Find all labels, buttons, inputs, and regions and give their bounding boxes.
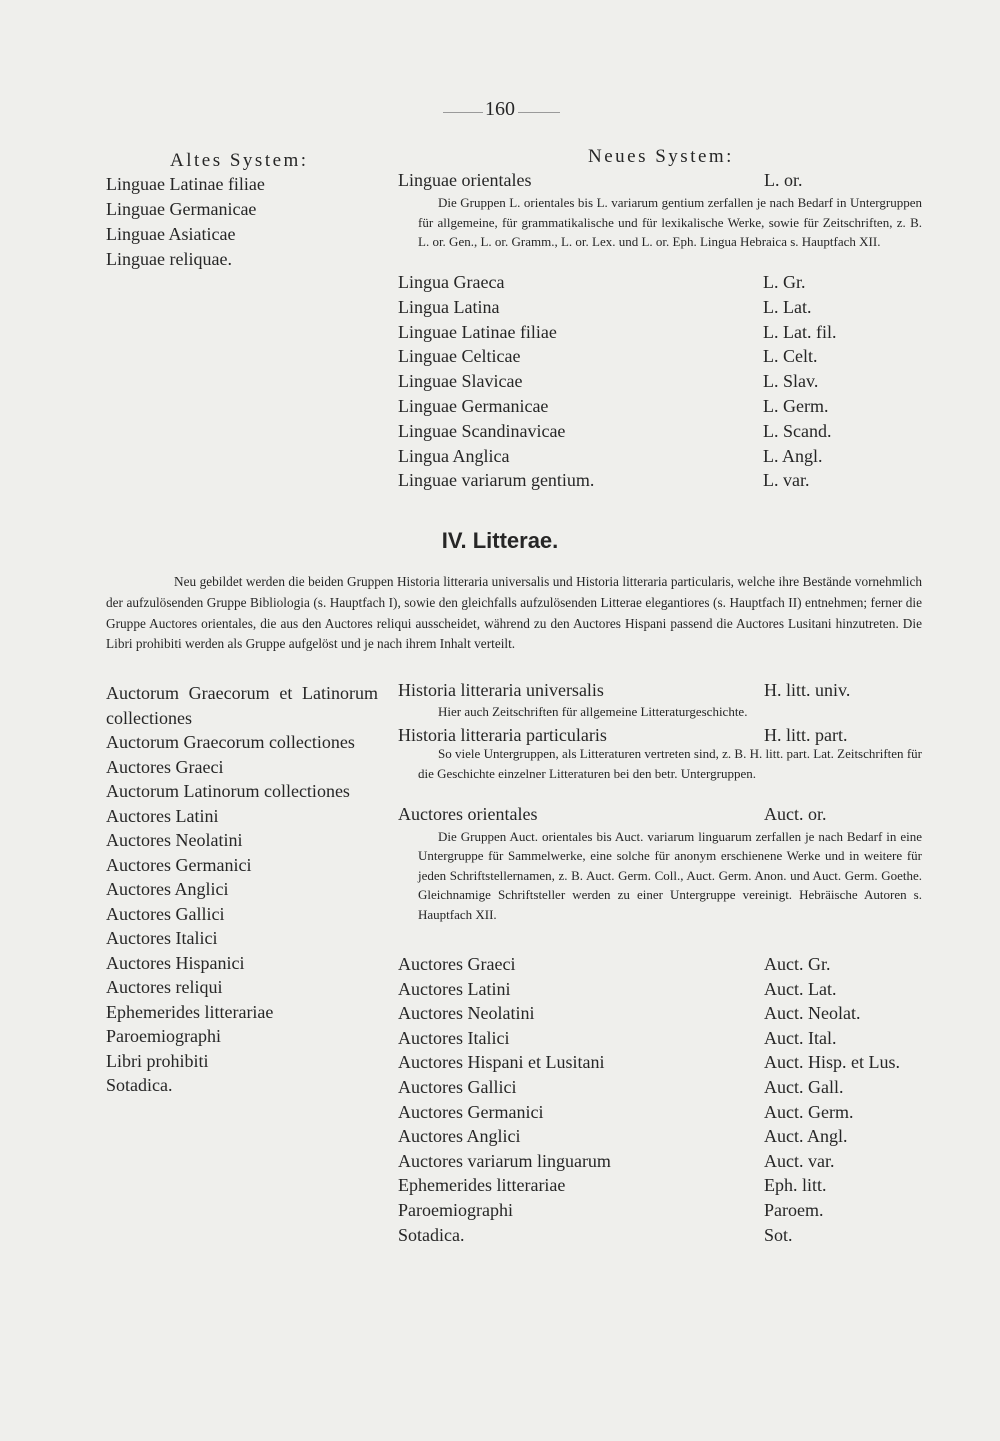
new-auctores-name: Sotadica. (398, 1224, 465, 1245)
new-language-name: Lingua Anglica (398, 445, 510, 466)
old-languages-list (106, 172, 265, 272)
new-auctores-abbr-list (764, 952, 900, 1247)
new-auctores-abbr: Auct. var. (764, 1150, 835, 1171)
new-litterae-note: Die Gruppen Auct. orientales bis Auct. variarum linguarum zerfallen je nach Bedarf in eine Untergruppe für Sammelwerke, eine solche für anonym erschienene Werke und in weitere für jeden Schriftstellernamen, z. B. Auct. Germ. Coll., Auct. Germ. Anon. und Auct. Germ. Goethe. Gleichnamige Schriftsteller werden zu einer Untergruppe vereinigt. Hebräische Autoren s. Hauptfach XII. (418, 829, 922, 922)
new-auctores-abbr: Auct. Ital. (764, 1027, 837, 1048)
old-litterae-item: Auctores Neolatini (106, 830, 243, 850)
new-auctores-abbr: Auct. Gall. (764, 1076, 844, 1097)
new-auctores-name: Ephemerides litterariae (398, 1175, 566, 1196)
new-litterae-abbr: H. litt. univ. (764, 680, 851, 700)
new-language-abbr: L. or. (764, 170, 803, 190)
old-litterae-item: Auctores Gallici (106, 903, 225, 924)
new-language-abbr: L. Lat. (763, 296, 812, 317)
old-litterae-list (106, 681, 378, 1098)
new-language-name: Linguae Celticae (398, 346, 521, 367)
old-litterae-item: Paroemiographi (106, 1026, 221, 1046)
old-litterae-item: Ephemerides litterariae (106, 1001, 274, 1022)
new-language-abbr: L. Slav. (763, 371, 819, 392)
new-litterae-name: Historia litteraria universalis (398, 680, 604, 700)
languages-note: Die Gruppen L. orientales bis L. variarum gentium zerfallen je nach Bedarf in Untergruppen für allgemeine, für grammatikalische und für lexikalische Werke, sowie für Zeitschriften, z. B. L. or. Gen., L. or. Gramm., L. or. Lex. und L. or. Eph. Lingua Hebraica s. Hauptfach XII. (418, 195, 922, 249)
new-auctores-abbr: Auct. Germ. (764, 1101, 854, 1122)
new-auctores-abbr: Auct. Lat. (764, 978, 837, 999)
new-auctores-name: Auctores Neolatini (398, 1003, 535, 1024)
new-litterae-name: Auctores orientales (398, 804, 538, 824)
old-litterae-item: Auctores Graeci (106, 756, 224, 777)
new-language-name: Lingua Graeca (398, 272, 505, 292)
new-language-name: Linguae Slavicae (398, 371, 523, 392)
old-litterae-item: Auctorum Latinorum collectiones (106, 781, 350, 801)
new-auctores-abbr: Auct. Angl. (764, 1126, 848, 1147)
old-litterae-item: Sotadica. (106, 1075, 173, 1095)
old-litterae-item: Auctores reliqui (106, 977, 223, 997)
new-auctores-name: Auctores Hispani et Lusitani (398, 1052, 605, 1073)
new-auctores-abbr: Auct. Gr. (764, 954, 831, 974)
new-language-abbr: L. Germ. (763, 395, 829, 416)
section-intro: Neu gebildet werden die beiden Gruppen Historia litteraria universalis und Historia litteraria particularis, welche ihre Bestände vornehmlich der aufzulösenden Gruppe Bibliologia (s. Hauptfach I), sowie den gleichfalls aufzulösenden Litterae elegantiores (s. Hauptfach II) entnehmen; ferner die Gruppe Auctores orientales, die aus den Auctores reliqui ausscheidet, während zu den Auctores Hispani passend die Auctores Lusitani hinzutreten. Die Libri prohibiti werden als Gruppe aufgelöst und je nach ihrem Inhalt verteilt. (106, 574, 922, 652)
new-auctores-name: Auctores Gallici (398, 1076, 517, 1097)
new-auctores-abbr: Eph. litt. (764, 1175, 827, 1196)
new-language-abbr: L. Scand. (763, 420, 832, 441)
old-litterae-item: Auctores Hispanici (106, 952, 245, 973)
old-litterae-item: Auctores Germanici (106, 854, 252, 875)
new-language-name: Linguae Scandinavicae (398, 420, 566, 441)
new-language-name: Linguae Germanicae (398, 395, 549, 416)
new-language-name: Linguae Latinae filiae (398, 321, 557, 342)
old-system-header: Altes System: (170, 150, 309, 171)
old-language-item: Linguae Latinae filiae (106, 174, 265, 194)
new-litterae-name: Historia litteraria particularis (398, 725, 607, 745)
new-language-abbr: L. var. (763, 470, 810, 491)
section-title: IV. Litterae. (441, 528, 559, 553)
new-auctores-name: Auctores Anglici (398, 1126, 521, 1147)
new-auctores-name: Auctores Latini (398, 978, 511, 999)
new-litterae-note: So viele Untergruppen, als Litteraturen vertreten sind, z. B. H. litt. part. Lat. Zeitschriften für die Geschichte einzelner Litteraturen bei den betr. Untergruppen. (418, 746, 922, 781)
new-language-name: Lingua Latina (398, 296, 500, 317)
new-auctores-list (398, 952, 611, 1247)
new-languages-list (398, 270, 594, 493)
new-language-abbr: L. Angl. (763, 445, 823, 466)
old-language-item: Linguae Germanicae (106, 199, 257, 219)
old-litterae-item: Auctores Italici (106, 928, 218, 948)
new-language-abbr: L. Gr. (763, 272, 806, 292)
new-litterae-abbr: Auct. or. (764, 804, 827, 824)
page-number: 160 (485, 98, 515, 120)
new-auctores-abbr: Auct. Neolat. (764, 1003, 861, 1024)
new-system-header: Neues System: (588, 146, 734, 167)
old-language-item: Linguae Asiaticae (106, 224, 236, 244)
old-litterae-item: Auctores Anglici (106, 879, 229, 899)
new-auctores-name: Auctores Italici (398, 1027, 510, 1048)
new-language-abbr: L. Lat. fil. (763, 321, 837, 342)
new-auctores-name: Auctores Germanici (398, 1101, 544, 1122)
new-auctores-abbr: Sot. (764, 1224, 793, 1245)
new-litterae-abbr: H. litt. part. (764, 725, 848, 745)
old-litterae-item: Auctorum Graecorum collectiones (106, 732, 355, 752)
new-language-name: Linguae variarum gentium. (398, 470, 595, 491)
new-auctores-name: Auctores variarum linguarum (398, 1150, 611, 1171)
old-litterae-item: Libri prohibiti (106, 1050, 209, 1071)
new-auctores-name: Auctores Graeci (398, 954, 516, 974)
old-language-item: Linguae reliquae. (106, 249, 232, 269)
header-rule-right (518, 112, 560, 113)
old-litterae-item: Auctorum Graecorum et Latinorum collectiones (106, 683, 378, 728)
new-language-abbr: L. Celt. (763, 346, 818, 367)
new-auctores-abbr: Auct. Hisp. et Lus. (764, 1052, 900, 1073)
new-litterae-note: Hier auch Zeitschriften für allgemeine Litteraturgeschichte. (438, 704, 748, 719)
new-auctores-name: Paroemiographi (398, 1199, 513, 1220)
new-languages-abbr-list (763, 270, 836, 493)
old-litterae-item: Auctores Latini (106, 805, 219, 826)
new-auctores-abbr: Paroem. (764, 1199, 824, 1220)
new-language-name: Linguae orientales (398, 170, 532, 190)
